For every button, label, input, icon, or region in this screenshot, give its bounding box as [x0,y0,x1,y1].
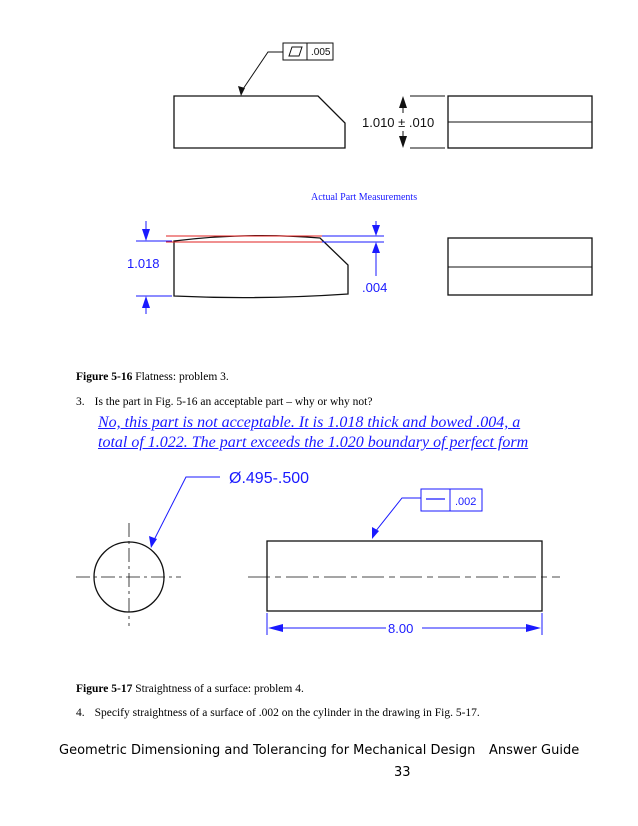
figure-5-16 [0,0,638,330]
thickness-dimension-label: 1.010 ± .010 [362,115,435,130]
arrow-down-icon [142,229,150,241]
part-front-view [174,96,345,148]
figure-5-16-caption [76,371,229,383]
flatness-tolerance-value: .005 [311,47,331,58]
footer-book-title: Geometric Dimensioning and Tolerancing for Mechanical Design [59,743,476,758]
actual-measurements-caption: Actual Part Measurements [311,192,418,203]
question-text: Is the part in Fig. 5-16 an acceptable part – why or why not? [94,396,373,408]
caption-text: Straightness of a surface: problem 4. [132,683,304,695]
bow-dimension [322,221,387,295]
measured-thickness-dimension [127,221,172,314]
caption-label: Figure 5-16 [76,371,133,383]
caption-text: Flatness: problem 3. [132,371,229,383]
straightness-tolerance-value: .002 [455,496,477,508]
cylinder-side-view [267,541,542,611]
question-4 [76,707,480,719]
arrow-down-icon [372,225,380,236]
cylinder-end-view [94,542,164,612]
page-number: 33 [394,765,411,780]
question-3 [76,396,372,408]
straightness-leader [375,498,421,532]
arrow-up-icon [372,242,380,253]
leader-line [241,52,283,92]
arrow-left-icon [268,624,283,632]
length-label: 8.00 [388,621,414,636]
thickness-dimension [362,96,445,148]
bowed-part [174,236,348,298]
leader-arrow-icon [372,527,379,539]
leader-arrow-icon [149,536,157,548]
measured-thickness-label: 1.018 [127,256,160,271]
answer-line-1: No, this part is not acceptable. It is 1.018 thick and bowed .004, a [98,414,521,431]
diameter-leader [153,477,220,542]
question-number: 3. [76,396,85,408]
figure-5-17-caption [76,683,304,695]
dim-arrow-down-icon [399,136,407,148]
question-number: 4. [76,707,85,719]
caption-label: Figure 5-17 [76,683,133,695]
bow-label: .004 [362,280,388,295]
arrow-right-icon [526,624,541,632]
dim-arrow-up-icon [399,96,407,108]
footer-answer-guide: Answer Guide [489,743,580,758]
diameter-label: Ø.495-.500 [229,470,310,487]
flatness-control-frame [283,43,333,60]
question-text: Specify straightness of a surface of .002 on the cylinder in the drawing in Fig. 5-17. [94,707,480,719]
flatness-symbol-icon [289,47,302,56]
arrow-up-icon [142,296,150,308]
straightness-control-frame [421,489,482,511]
answer-line-2: total of 1.022. The part exceeds the 1.020 boundary of perfect form [98,434,529,451]
